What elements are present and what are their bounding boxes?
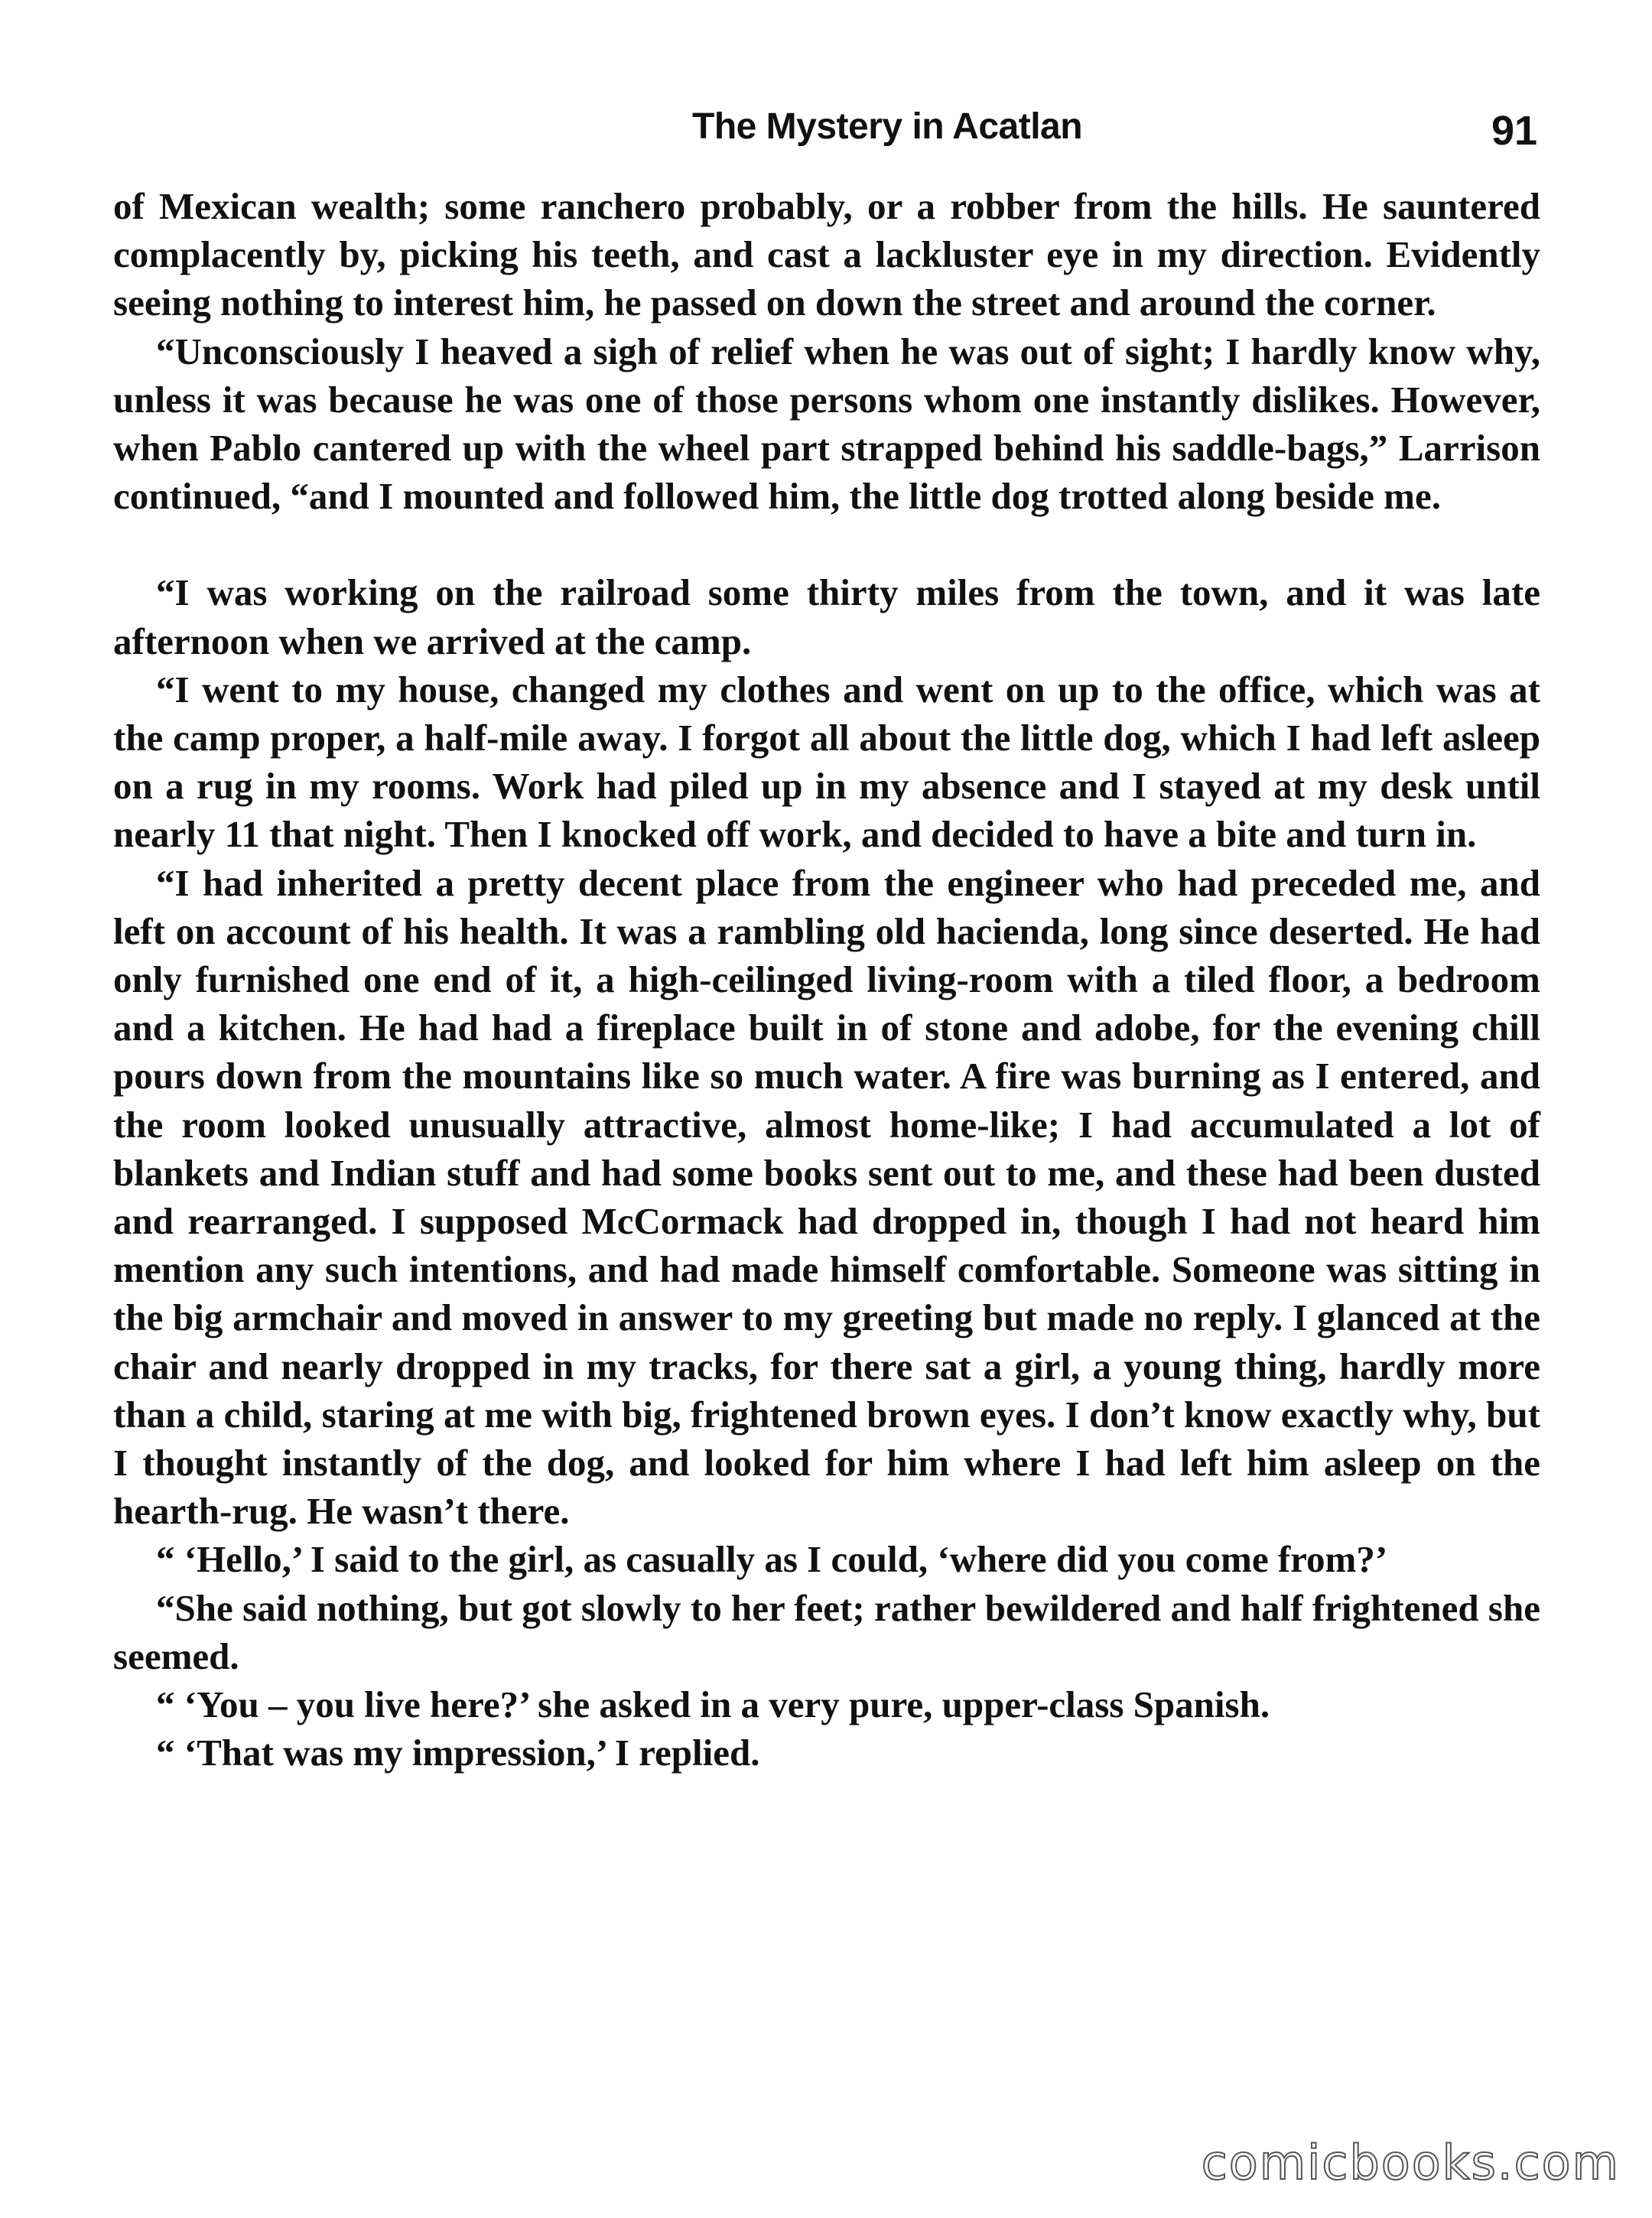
paragraph-6: “ ‘Hello,’ I said to the girl, as casually as I could, ‘where did you come from?’	[156, 1538, 1388, 1581]
paragraph-2: “Unconsciously I heaved a sigh of relief when he was out of sight; I hardly know why, unless it was because he was one of those persons whom one instantly dislikes. However, when Pablo cantered up with the wheel part strapped behind his saddle-bags,” Larrison continued, “and I mounted and followed him, the little dog trotted along beside me.	[113, 330, 1540, 518]
paragraph-1: of Mexican wealth; some ranchero probably, or a robber from the hills. He sauntered complacently by, picking his teeth, and cast a lackluster eye in my direction. Evidently seeing nothing to interest him, he passed on down the street and around the corner.	[113, 185, 1540, 324]
paragraph-9: “ ‘That was my impression,’ I replied.	[156, 1732, 760, 1774]
paragraph-3: “I was working on the railroad some thirty miles from the town, and it was late afternoon when we arrived at the camp.	[113, 571, 1540, 662]
paragraph-8: “ ‘You – you live here?’ she asked in a very pure, upper-class Spanish.	[156, 1683, 1270, 1726]
page-number: 91	[1491, 108, 1538, 154]
body-text	[113, 182, 1540, 1777]
paragraph-4: “I went to my house, changed my clothes and went on up to the office, which was at the camp proper, a half-mile away. I forgot all about the little dog, which I had left asleep on a rug in my rooms. Work had piled up in my absence and I stayed at my desk until nearly 11 that night. Then I knocked off work, and decided to have a bite and turn in.	[113, 668, 1540, 856]
page-header	[0, 106, 1652, 159]
watermark: comicbooks.com	[1201, 2135, 1620, 2190]
paragraph-5: “I had inherited a pretty decent place from the engineer who had preceded me, and left on account of his health. It was a rambling old hacienda, long since deserted. He had only furnished one end of it, a high-ceilinged living-room with a tiled floor, a bedroom and a kitchen. He had had a fireplace built in of stone and adobe, for the evening chill pours down from the mountains like so much water. A fire was burning as I entered, and the room looked unusually attractive, almost home-like; I had accumulated a lot of blankets and Indian stuff and had some books sent out to me, and these had been dusted and rearranged. I supposed McCormack had dropped in, though I had not heard him mention any such intentions, and had made himself comfortable. Someone was sitting in the big armchair and moved in answer to my greeting but made no reply. I glanced at the chair and nearly dropped in my tracks, for there sat a girl, a young thing, hardly more than a child, staring at me with big, frightened brown eyes. I don’t know exactly why, but I thought instantly of the dog, and looked for him where I had left him asleep on the hearth-rug. He wasn’t there.	[113, 861, 1540, 1533]
paragraph-7: “She said nothing, but got slowly to her feet; rather bewildered and half frightened she seemed.	[113, 1586, 1540, 1677]
running-title: The Mystery in Acatlan	[692, 106, 1083, 147]
